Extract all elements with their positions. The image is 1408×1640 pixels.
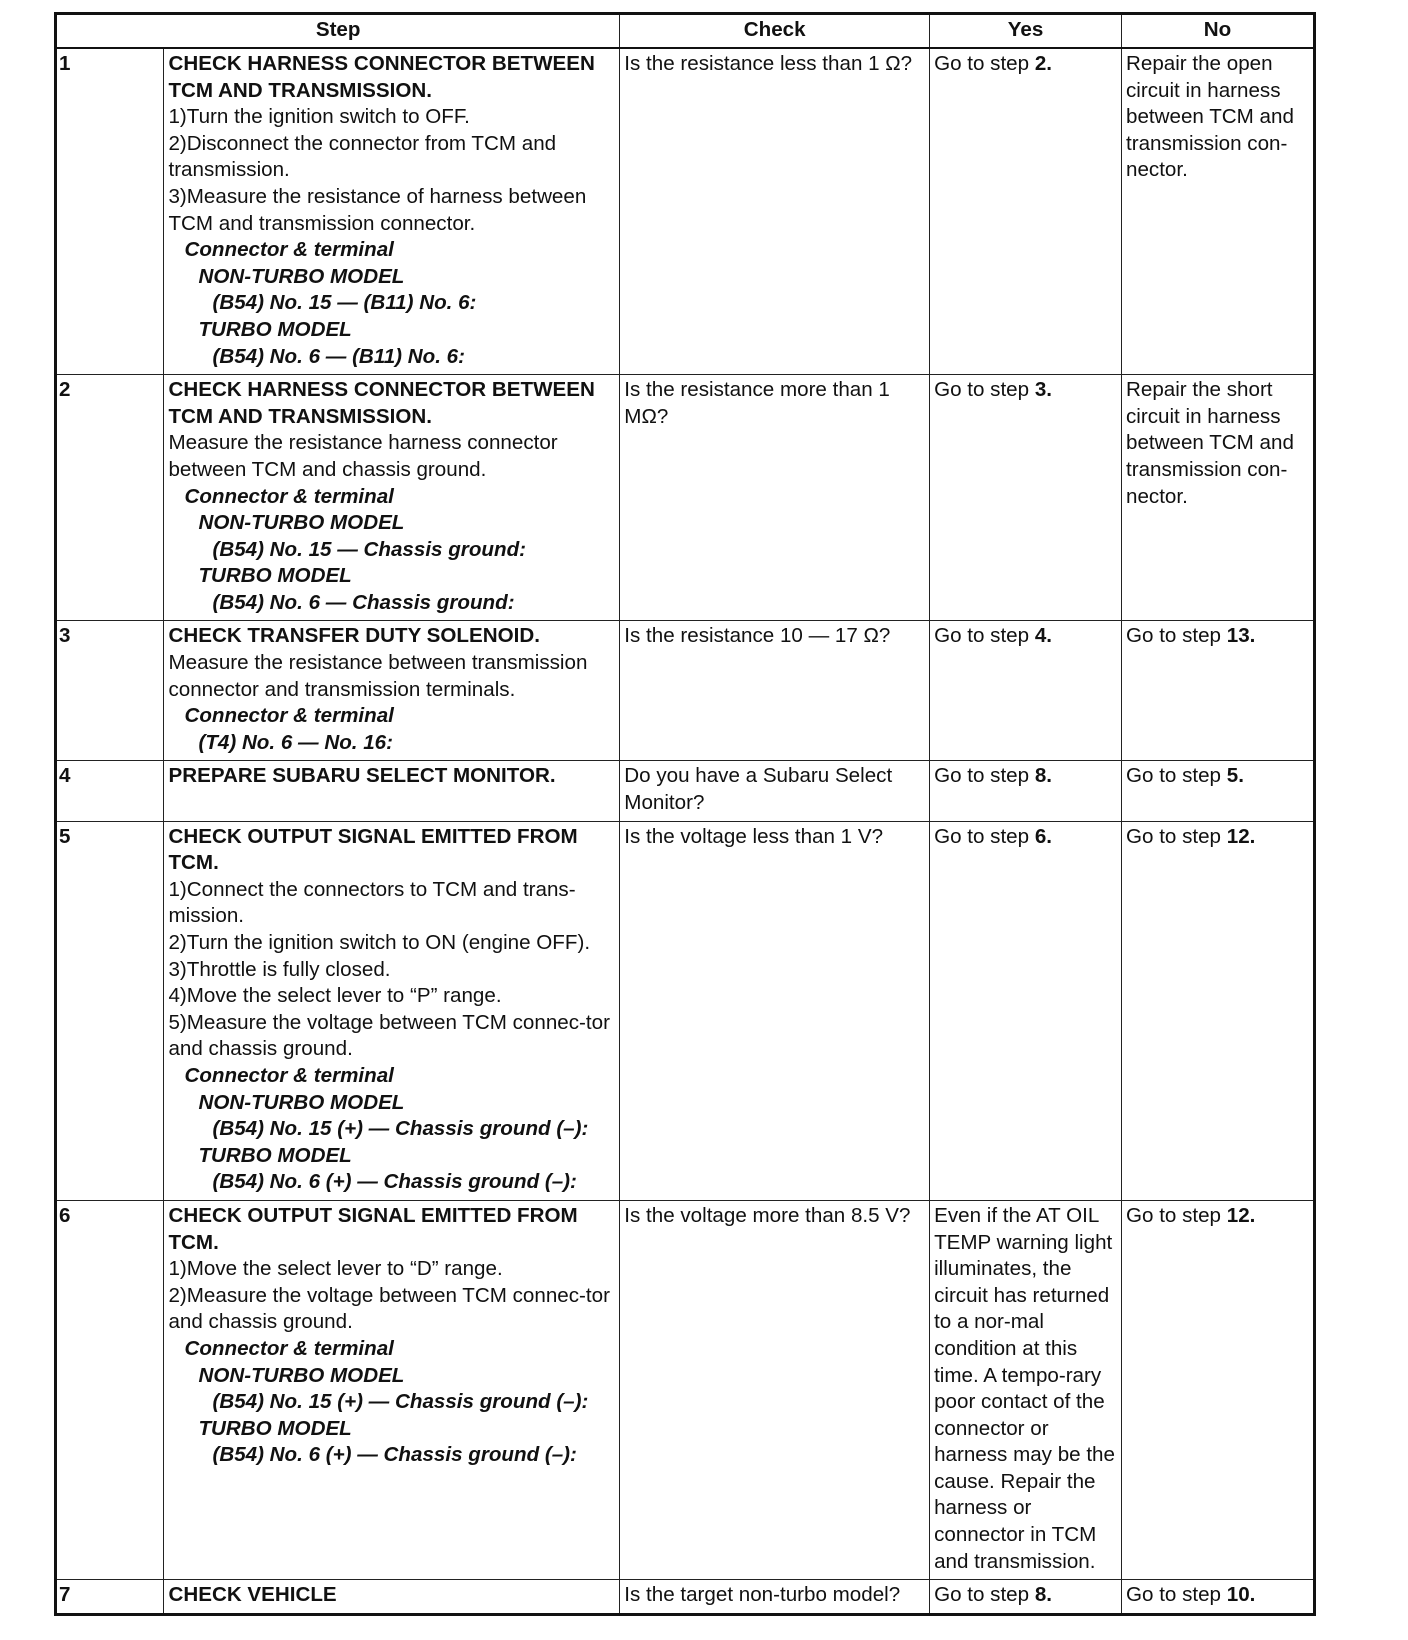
step-number: 1	[56, 48, 164, 375]
yes-action	[930, 48, 1122, 375]
table-row	[56, 48, 1315, 375]
no-action	[1122, 761, 1315, 821]
yes-action	[930, 375, 1122, 621]
header-step: Step	[56, 14, 620, 49]
no-step-ref: 10.	[1226, 1583, 1256, 1607]
procedure-line: 2)Turn the ignition switch to ON (engine OFF).	[168, 931, 591, 954]
yes-step-ref: 2.	[1034, 52, 1053, 75]
procedure-line: 3)Measure the resistance of harness between TCM and transmission connector.	[168, 184, 587, 235]
yes-step-ref: 4.	[1034, 624, 1053, 648]
terminal-spec: (B54) No. 15 — Chassis ground:	[212, 537, 527, 561]
step-number: 2	[56, 375, 164, 621]
table-row	[56, 621, 1315, 761]
connector-caption: Connector & terminal	[184, 484, 394, 508]
connector-caption: Connector & terminal	[184, 1336, 394, 1360]
step-procedure	[164, 1580, 620, 1615]
no-action	[1122, 621, 1315, 761]
procedure-line: 1)Connect the connectors to TCM and trans-mission.	[168, 877, 576, 928]
no-text: Go to step	[1126, 824, 1227, 848]
step-title: CHECK VEHICLE	[168, 1583, 337, 1607]
model-label: NON-TURBO MODEL	[198, 1090, 405, 1114]
no-action	[1122, 375, 1315, 621]
check-question: Is the target non-turbo model?	[620, 1580, 930, 1615]
procedure-line: 2)Disconnect the connector from TCM and transmission.	[168, 131, 557, 182]
model-label: TURBO MODEL	[198, 1416, 352, 1440]
step-title: CHECK HARNESS CONNECTOR BETWEEN TCM AND TRANSMISSION.	[168, 52, 595, 102]
table-row	[56, 821, 1315, 1200]
step-procedure	[164, 761, 620, 821]
check-question: Is the resistance 10 — 17 Ω?	[620, 621, 930, 761]
no-text: Go to step	[1126, 764, 1227, 788]
step-procedure	[164, 48, 620, 375]
no-text: Repair the short circuit in harness between TCM and transmission con-nector.	[1126, 378, 1294, 508]
yes-step-ref: 8.	[1034, 764, 1053, 788]
model-label: TURBO MODEL	[198, 317, 352, 341]
procedure-line: 1)Move the select lever to “D” range.	[168, 1257, 503, 1281]
step-procedure	[164, 821, 620, 1200]
terminal-spec: (B54) No. 15 — (B11) No. 6:	[212, 291, 477, 315]
model-label: NON-TURBO MODEL	[198, 511, 405, 535]
model-label: TURBO MODEL	[198, 564, 352, 588]
step-number: 6	[56, 1200, 164, 1579]
no-action	[1122, 1580, 1315, 1615]
procedure-line: Measure the resistance harness connector between TCM and chassis ground.	[168, 431, 558, 481]
yes-text: Go to step	[934, 624, 1035, 648]
step-number: 7	[56, 1580, 164, 1615]
yes-action	[930, 761, 1122, 821]
procedure-line: 3)Throttle is fully closed.	[168, 957, 391, 981]
table-row	[56, 1580, 1315, 1615]
yes-text: Go to step	[934, 764, 1035, 788]
yes-action	[930, 1200, 1122, 1579]
step-number: 4	[56, 761, 164, 821]
no-text: Repair the open circuit in harness between TCM and transmission con-nector.	[1126, 52, 1294, 182]
header-yes: Yes	[930, 14, 1122, 49]
yes-text: Go to step	[934, 824, 1035, 848]
no-action	[1122, 1200, 1315, 1579]
terminal-spec: (B54) No. 6 — Chassis ground:	[212, 590, 515, 614]
header-no: No	[1122, 14, 1315, 49]
terminal-spec: (B54) No. 6 (+) — Chassis ground (–):	[212, 1170, 577, 1194]
no-text: Go to step	[1126, 624, 1227, 648]
step-procedure	[164, 1200, 620, 1579]
procedure-line: Measure the resistance between transmission connector and transmission terminals.	[168, 651, 588, 701]
connector-caption: Connector & terminal	[184, 704, 394, 728]
header-check: Check	[620, 14, 930, 49]
terminal-spec: (B54) No. 6 (+) — Chassis ground (–):	[212, 1443, 577, 1467]
no-step-ref: 13.	[1226, 624, 1256, 648]
terminal-spec: (B54) No. 6 — (B11) No. 6:	[212, 344, 465, 368]
step-number: 5	[56, 821, 164, 1200]
yes-action	[930, 621, 1122, 761]
model-label: (T4) No. 6 — No. 16:	[198, 730, 393, 754]
table-row	[56, 761, 1315, 821]
header-row	[56, 14, 1315, 49]
no-text: Go to step	[1126, 1203, 1227, 1227]
no-step-ref: 12.	[1226, 1203, 1256, 1227]
no-action	[1122, 821, 1315, 1200]
diagnostic-table	[54, 12, 1316, 1616]
no-step-ref: 5.	[1226, 764, 1244, 788]
check-question: Do you have a Subaru Select Monitor?	[620, 761, 930, 821]
step-title: CHECK OUTPUT SIGNAL EMITTED FROM TCM.	[168, 1203, 578, 1254]
check-question: Is the resistance less than 1 Ω?	[620, 48, 930, 375]
check-question: Is the voltage more than 8.5 V?	[620, 1200, 930, 1579]
step-procedure	[164, 621, 620, 761]
step-procedure	[164, 375, 620, 621]
procedure-line: 2)Measure the voltage between TCM connec-tor and chassis ground.	[168, 1283, 610, 1334]
table-row	[56, 375, 1315, 621]
connector-caption: Connector & terminal	[184, 1063, 394, 1087]
yes-action	[930, 821, 1122, 1200]
yes-step-ref: 8.	[1034, 1583, 1053, 1607]
yes-action	[930, 1580, 1122, 1615]
yes-text: Go to step	[934, 1583, 1035, 1607]
model-label: NON-TURBO MODEL	[198, 264, 405, 288]
yes-text: Go to step	[934, 378, 1035, 402]
step-title: CHECK OUTPUT SIGNAL EMITTED FROM TCM.	[168, 824, 578, 875]
table-row	[56, 1200, 1315, 1579]
step-number: 3	[56, 621, 164, 761]
yes-step-ref: 3.	[1034, 378, 1053, 402]
terminal-spec: (B54) No. 15 (+) — Chassis ground (–):	[212, 1390, 589, 1414]
yes-text: Go to step	[934, 52, 1035, 75]
terminal-spec: (B54) No. 15 (+) — Chassis ground (–):	[212, 1117, 589, 1141]
procedure-line: 1)Turn the ignition switch to OFF.	[168, 105, 470, 129]
no-action	[1122, 48, 1315, 375]
model-label: TURBO MODEL	[198, 1143, 352, 1167]
check-question: Is the resistance more than 1 MΩ?	[620, 375, 930, 621]
yes-step-ref: 6.	[1034, 824, 1053, 848]
step-title: CHECK TRANSFER DUTY SOLENOID.	[168, 624, 540, 648]
no-text: Go to step	[1126, 1583, 1227, 1607]
no-step-ref: 12.	[1226, 824, 1256, 848]
procedure-line: 4)Move the select lever to “P” range.	[168, 984, 502, 1008]
procedure-line: 5)Measure the voltage between TCM connec-tor and chassis ground.	[168, 1010, 610, 1061]
check-question: Is the voltage less than 1 V?	[620, 821, 930, 1200]
model-label: NON-TURBO MODEL	[198, 1363, 405, 1387]
step-title: CHECK HARNESS CONNECTOR BETWEEN TCM AND TRANSMISSION.	[168, 378, 595, 428]
connector-caption: Connector & terminal	[184, 238, 394, 262]
yes-text: Even if the AT OIL TEMP warning light illuminates, the circuit has returned to a nor-mal condition at this time. A tempo-rary poor contact of the connector or harness may be the cause. Repair the harness or connector in TCM and transmission.	[934, 1203, 1115, 1573]
step-title: PREPARE SUBARU SELECT MONITOR.	[168, 764, 556, 788]
